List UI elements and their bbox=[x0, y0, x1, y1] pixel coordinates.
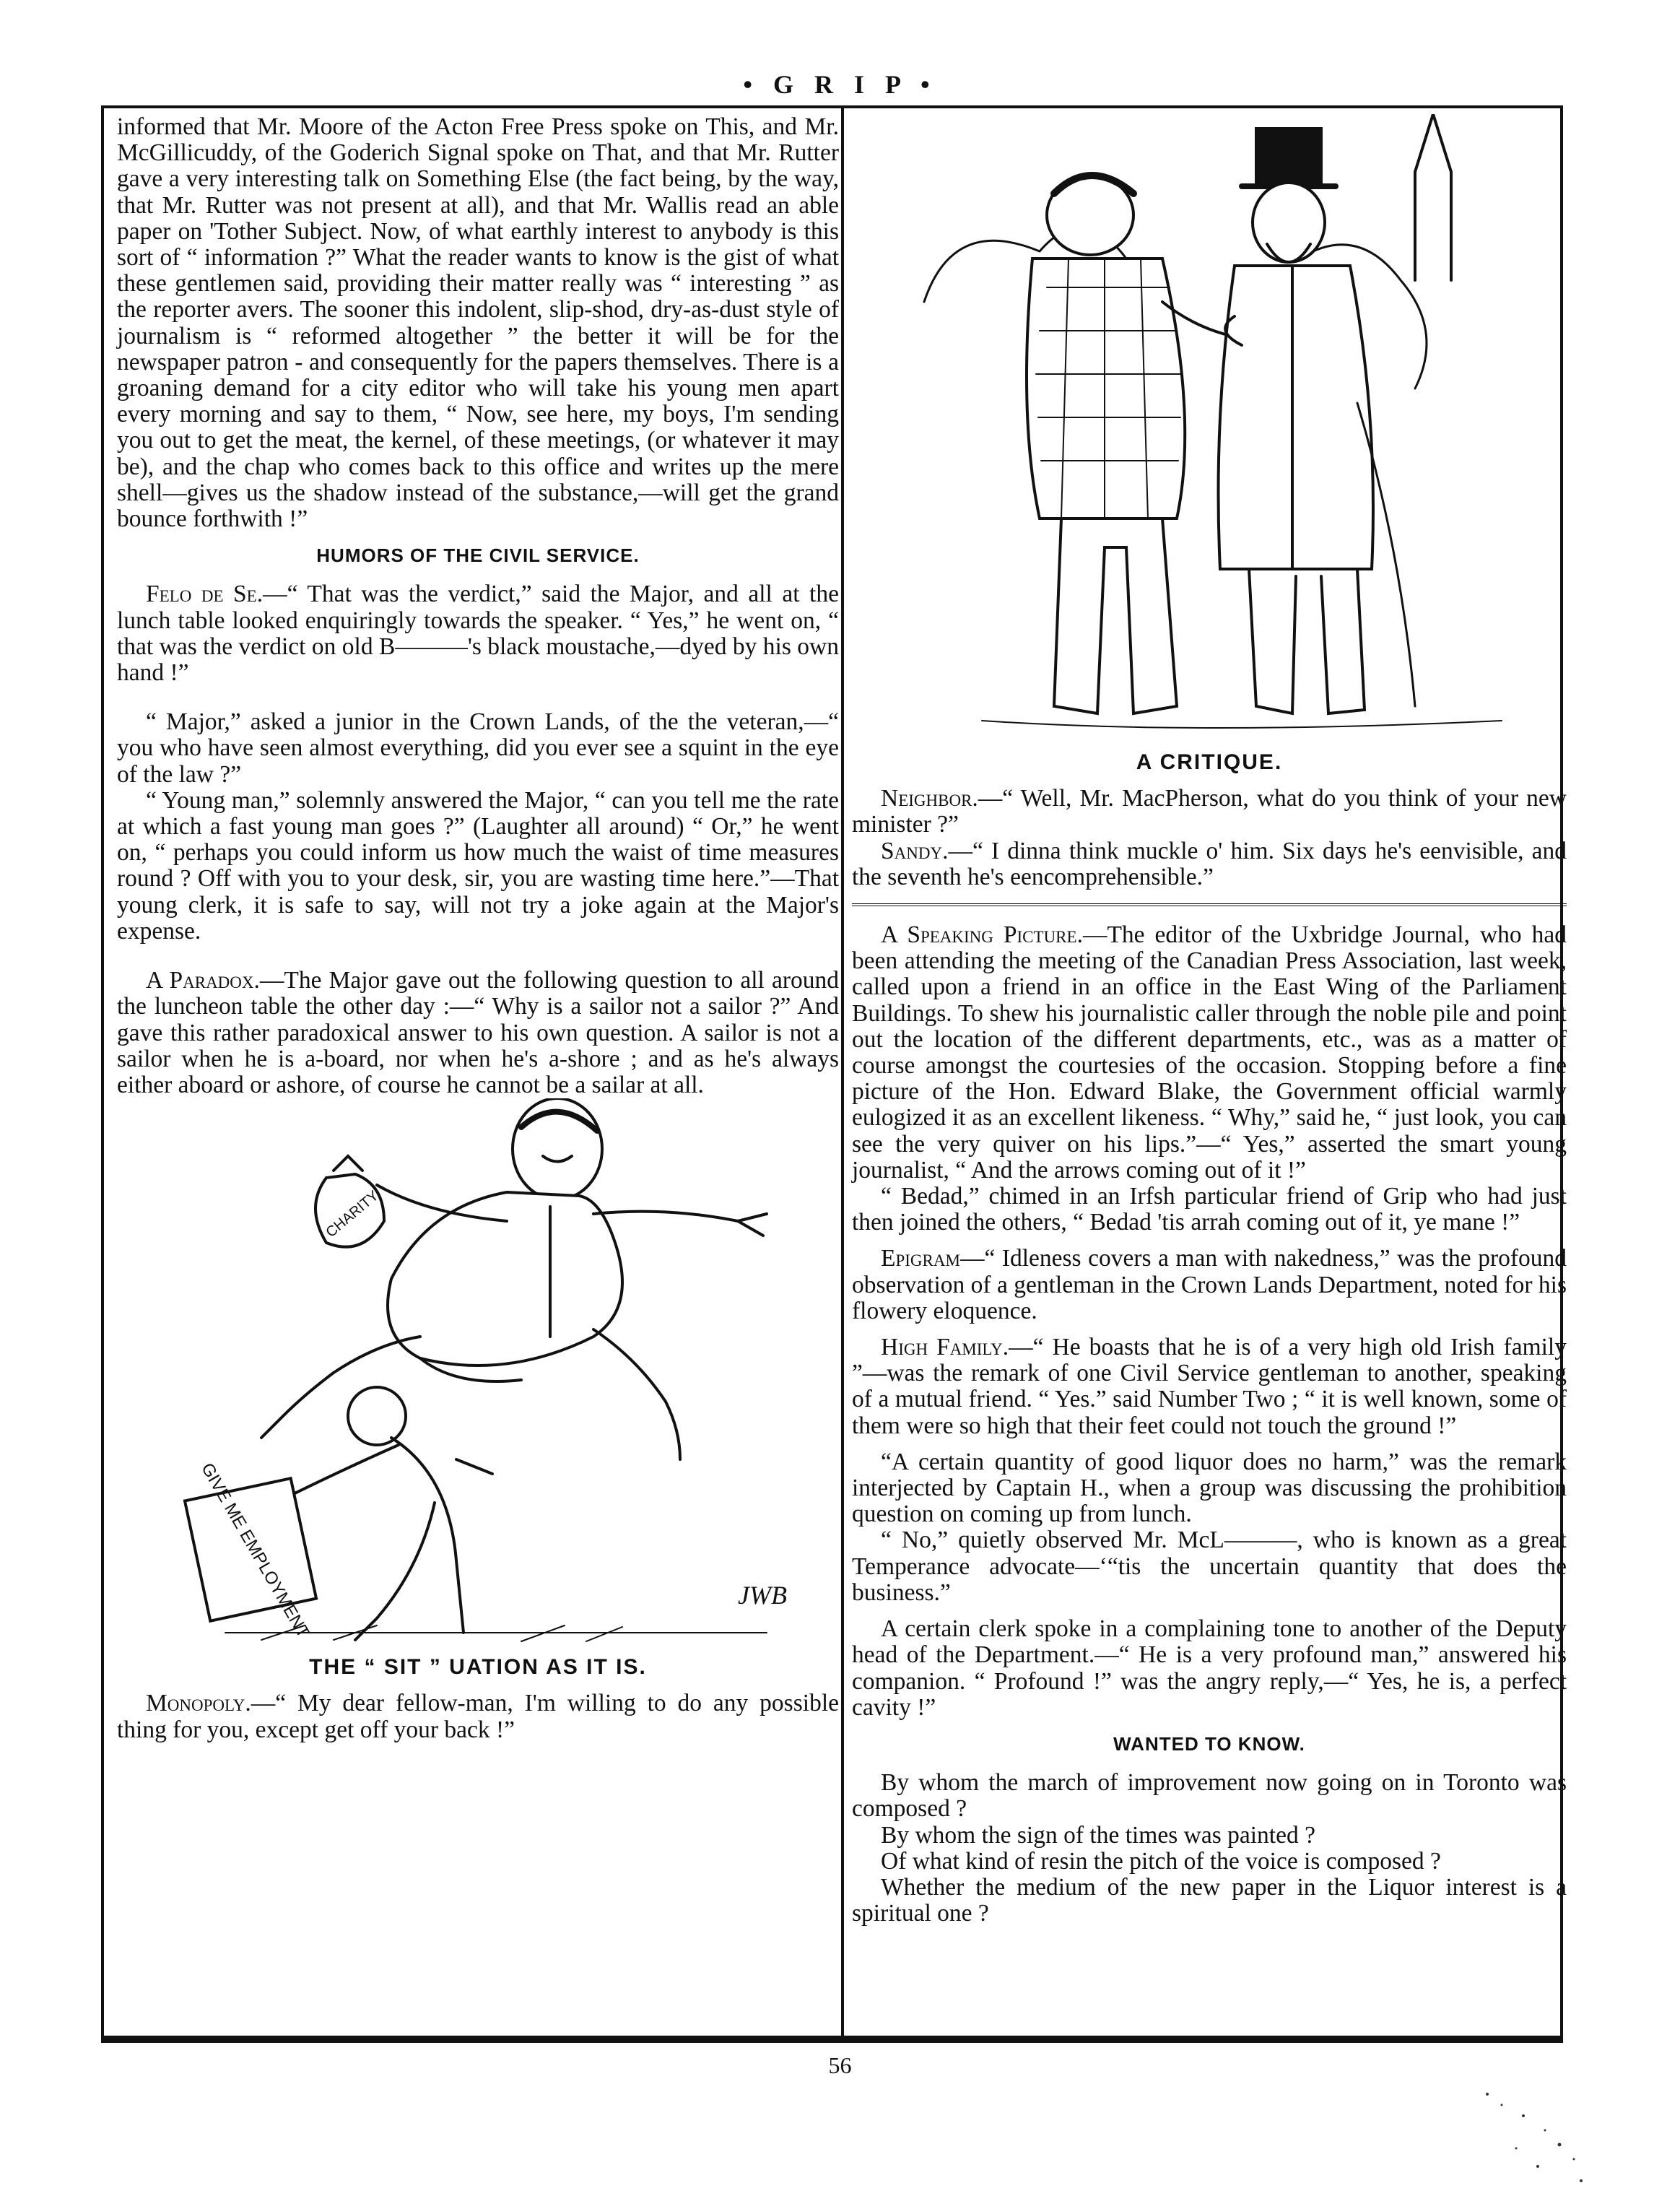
article-continuation: informed that Mr. Moore of the Acton Free Press spoke on This, and Mr. McGillicuddy, of the Goderich Signal spoke on That, and that Mr. Rutter gave a very interesting talk on Something Else (the fact being, by the way, that Mr. Rutter was not present at all), and that Mr. Wallis read an able paper on 'Tother Subject. Now, of what earthly interest to anybody is this sort of “ information ?” What the reader wants to know is the gist of what these gentlemen said, providing their matter really was “ interesting ” as the reporter avers. The sooner this indolent, slip-shod, dry-as-dust style of journalism is “ reformed altogether ” the better it will be for the newspaper patron - and consequently for the papers themselves. There is a groaning demand for a city editor who will take his young men apart every morning and say to them, “ Now, see here, my boys, I'm sending you out to get the meat, the kernel, of these meetings, (or whatever it may be), and the chap who comes back to this office and writes up the mere shell—gives us the shadow instead of the substance,—will get the grand bounce forthwith !” bbox=[117, 113, 839, 533]
artist-initials: JWB bbox=[738, 1581, 787, 1610]
masthead: • G R I P • bbox=[743, 70, 937, 99]
item-label: High Family. bbox=[881, 1334, 1009, 1361]
speaking-picture-item: A Speaking Picture.—The editor of the Uxbridge Journal, who had been attending the meeting of the Canadian Press Association, last week, called upon a friend in an office in the East Wing of the Parliament Buildings. To shew his journalistic caller through the noble pile and point out the location of the different departments, etc., was as a matter of course amongst the courtesies of the occasion. Stopping before a fine picture of the Hon. Edward Blake, the Government official warmly eulogized it as an excellent likeness. “ Why,” said he, “ just look, you can see the very quiver on his lips.”—“ Yes,” asserted the smart young journalist, “ And the arrows coming out of it !” bbox=[852, 921, 1567, 1184]
high-family-item: High Family.—“ He boasts that he is of a very high old Irish family ”—was the remark of one Civil Service gentleman to another, speaking of a mutual friend. “ Yes.” said Number Two ; “ it is well known, some of them were so high that their feet could not touch the ground !” bbox=[852, 1334, 1567, 1439]
clerk-item: A certain clerk spoke in a complaining tone to another of the Deputy head of the Department.—“ He is a very profound man,” answered his companion. “ Profound !” was the angry reply,—“ Yes, he is, a perfect cavity !” bbox=[852, 1615, 1567, 1721]
sandy-dialogue: Sandy.—“ I dinna think muckle o' him. Six days he's eenvisible, and the seventh he's eencomprehensible.” bbox=[852, 837, 1567, 890]
wanted-item: Of what kind of resin the pitch of the voice is composed ? bbox=[881, 1847, 1441, 1875]
item-label: A Paradox. bbox=[146, 967, 260, 994]
page-number: 56 bbox=[828, 2052, 852, 2078]
situation-cartoon bbox=[117, 1098, 839, 1654]
item-label: A Speaking Picture. bbox=[881, 921, 1083, 949]
wanted-item: By whom the march of improvement now going on in Toronto was composed ? bbox=[852, 1769, 1567, 1823]
item-label: Neighbor. bbox=[881, 785, 978, 812]
wanted-item: Whether the medium of the new paper in the Liquor interest is a spiritual one ? bbox=[852, 1873, 1567, 1927]
charity-bag-label: CHARITY bbox=[323, 1187, 382, 1241]
major-item-answer: “ Young man,” solemnly answered the Major, “ can you tell me the rate at which a fast young man goes ?” (Laughter all around) “ Or,” he went on, “ perhaps you could inform us how much the waist of time measures round ? Off with you to your desk, sir, you are wasting time here.”—That young clerk, it is safe to say, will not try a joke again at the Major's expense. bbox=[117, 786, 839, 945]
employment-sign-label: GIVE ME EMPLOYMENT bbox=[197, 1459, 313, 1642]
ink-speckles bbox=[1458, 2080, 1603, 2195]
item-label: Felo de Se. bbox=[146, 581, 264, 608]
liquor-reply: “ No,” quietly observed Mr. McL———, who is known as a great Temperance advocate—‘“tis the uncertain quantity that does the business.” bbox=[852, 1527, 1567, 1606]
critique-cartoon bbox=[852, 114, 1567, 750]
neighbor-dialogue: Neighbor.—“ Well, Mr. MacPherson, what do you think of your new minister ?” bbox=[852, 785, 1567, 838]
liquor-item: “A certain quantity of good liquor does no harm,” was the remark interjected by Captain H., when a group was discussing the prohibition question on coming up from lunch. bbox=[852, 1448, 1567, 1528]
wanted-item: By whom the sign of the times was painted ? bbox=[881, 1821, 1315, 1849]
section-heading-civil-service: HUMORS OF THE CIVIL SERVICE. bbox=[316, 544, 640, 567]
section-heading-wanted: WANTED TO KNOW. bbox=[1113, 1732, 1305, 1755]
item-label: Monopoly. bbox=[146, 1690, 251, 1717]
frame-bottom-rule bbox=[101, 2039, 1563, 2043]
cartoon-caption-critique: A CRITIQUE. bbox=[1136, 750, 1283, 774]
monopoly-caption: Monopoly.—“ My dear fellow-man, I'm willing to do any possible thing for you, except get off your back !” bbox=[117, 1690, 839, 1743]
major-item-question: “ Major,” asked a junior in the Crown Lands, of the the veteran,—“ you who have seen almost everything, did you ever see a squint in the eye of the law ?” bbox=[117, 708, 839, 788]
item-label: Epigram bbox=[881, 1245, 960, 1272]
cartoon-caption-situation: THE “ SIT ” UATION AS IT IS. bbox=[309, 1655, 647, 1680]
left-column bbox=[117, 114, 839, 1743]
paradox-item: A Paradox.—The Major gave out the following question to all around the luncheon table the other day :—“ Why is a sailor not a sailor ?” And gave this rather paradoxical answer to his own question. A sailor is not a sailor when he is a-board, nor when he's a-shore ; and as he's always either aboard or ashore, of course he cannot be a sailar at all. bbox=[117, 967, 839, 1098]
section-rule bbox=[852, 903, 1567, 906]
epigram-item: Epigram—“ Idleness covers a man with nakedness,” was the profound observation of a gentleman in the Crown Lands Department, noted for his flowery eloquence. bbox=[852, 1245, 1567, 1324]
felo-de-se-item: Felo de Se.—“ That was the verdict,” said the Major, and all at the lunch table looked enquiringly towards the speaker. “ Yes,” he went on, “ that was the verdict on old B———'s black moustache,—dyed by his own hand !” bbox=[117, 581, 839, 687]
item-label: Sandy. bbox=[881, 837, 949, 864]
bedad-item: “ Bedad,” chimed in an Irfsh particular friend of Grip who had just then joined the others, “ Bedad 'tis arrah coming out of it, ye mane !” bbox=[852, 1183, 1567, 1236]
right-column bbox=[852, 114, 1567, 1927]
column-divider bbox=[841, 105, 844, 2039]
